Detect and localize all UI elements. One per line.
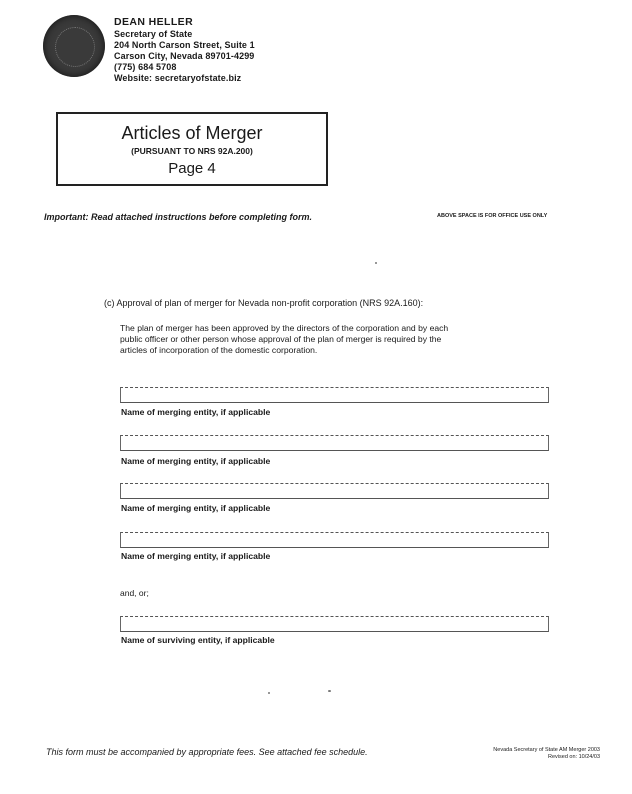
merging-entity-label-2: Name of merging entity, if applicable	[121, 456, 271, 466]
revision-date: Revised on: 10/24/03	[548, 754, 600, 760]
form-id: Nevada Secretary of State AM Merger 2003	[493, 747, 600, 753]
surviving-entity-label: Name of surviving entity, if applicable	[121, 635, 275, 645]
agency-phone: (775) 684 5708	[114, 62, 177, 72]
form-page-number: Page 4	[168, 160, 216, 177]
merging-entity-field-3[interactable]	[120, 483, 549, 499]
important-notice: Important: Read attached instructions before completing form.	[44, 212, 313, 222]
approval-paragraph	[120, 323, 540, 356]
paragraph-line: articles of incorporation of the domestic corporation.	[120, 345, 318, 355]
agency-office: Secretary of State	[114, 29, 193, 39]
merging-entity-label-1: Name of merging entity, if applicable	[121, 407, 271, 417]
scan-speck	[375, 262, 377, 264]
merging-entity-label-4: Name of merging entity, if applicable	[121, 551, 271, 561]
and-or-text: and, or;	[120, 588, 149, 598]
agency-address-line1: 204 North Carson Street, Suite 1	[114, 40, 255, 50]
scan-speck	[268, 692, 270, 694]
paragraph-line: public officer or other person whose approval of the plan of merger is required by the	[120, 334, 442, 344]
merging-entity-field-2[interactable]	[120, 435, 549, 451]
form-revision-info	[468, 747, 600, 761]
agency-header	[114, 17, 255, 84]
form-title: Articles of Merger	[121, 123, 263, 143]
agency-name: DEAN HELLER	[114, 16, 194, 28]
form-statute: (PURSUANT TO NRS 92A.200)	[131, 146, 253, 156]
agency-website: Website: secretaryofstate.biz	[114, 73, 242, 83]
agency-address-line2: Carson City, Nevada 89701-4299	[114, 51, 255, 61]
section-heading: (c) Approval of plan of merger for Nevada non-profit corporation (NRS 92A.160):	[104, 298, 424, 308]
paragraph-line: The plan of merger has been approved by the directors of the corporation and by each	[120, 323, 449, 333]
fees-notice: This form must be accompanied by appropriate fees. See attached fee schedule.	[46, 747, 368, 757]
state-seal-logo	[43, 15, 105, 77]
form-title-box	[56, 112, 328, 186]
office-use-notice: ABOVE SPACE IS FOR OFFICE USE ONLY	[437, 213, 548, 219]
surviving-entity-field[interactable]	[120, 616, 549, 632]
scan-speck	[328, 690, 331, 692]
merging-entity-field-1[interactable]	[120, 387, 549, 403]
merging-entity-label-3: Name of merging entity, if applicable	[121, 503, 271, 513]
merging-entity-field-4[interactable]	[120, 532, 549, 548]
